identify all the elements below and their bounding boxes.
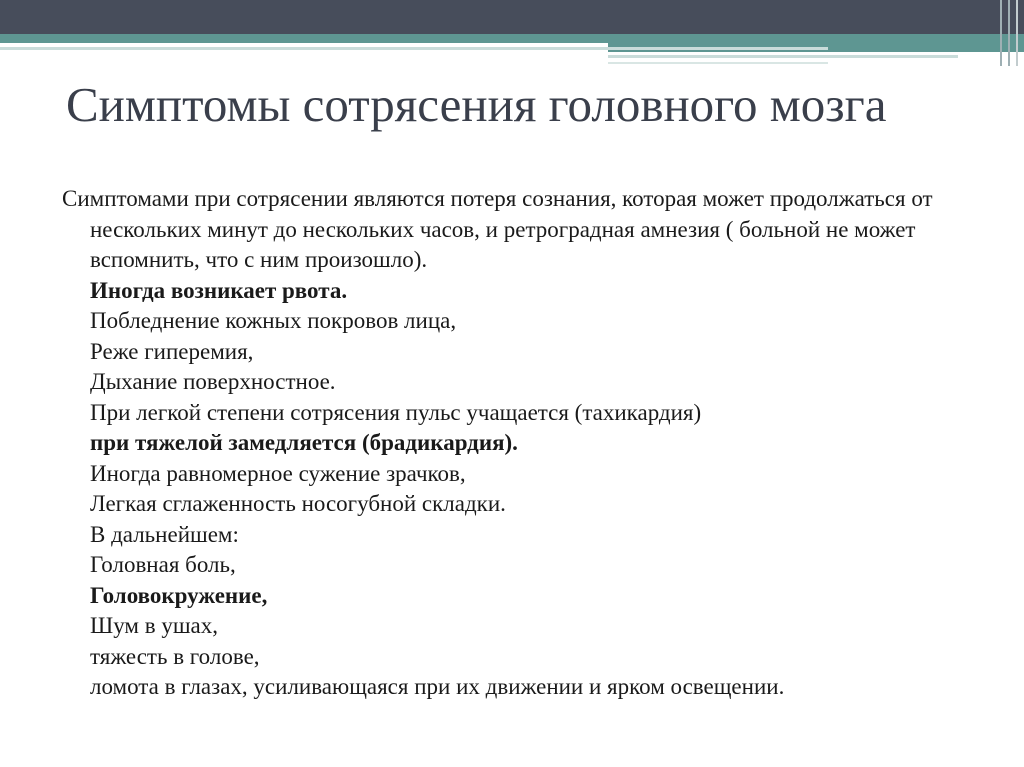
symptom-line: Головная боль,: [90, 552, 236, 577]
symptom-line: Легкая сглаженность носогубной складки.: [90, 491, 506, 516]
symptom-list: [62, 276, 962, 703]
slide-title: Симптомы сотрясения головного мозга: [66, 77, 887, 132]
intro-paragraph: Симптомами при сотрясении являются потеря сознания, которая может продолжаться от нескольких минут до нескольких часов, и ретроградная амнезия ( больной не может вспомнить, что с ним произошло).: [62, 186, 933, 272]
symptom-line: Головокружение,: [90, 582, 268, 608]
symptom-line: Шум в ушах,: [90, 613, 218, 638]
symptom-line: ломота в глазах, усиливающаяся при их движении и ярком освещении.: [90, 674, 785, 699]
header-band-teal: [0, 34, 1024, 43]
symptom-line: Иногда равномерное сужение зрачков,: [90, 460, 466, 486]
symptom-line: Иногда возникает рвота.: [90, 277, 348, 303]
header-band-thin: [0, 47, 828, 50]
slide-body: [62, 184, 962, 703]
symptom-line: при тяжелой замедляется (брадикардия).: [90, 430, 518, 455]
symptom-line: Побледнение кожных покровов лица,: [90, 308, 457, 333]
symptom-line: Дыхание поверхностное.: [90, 369, 336, 394]
symptom-line: Реже гиперемия,: [90, 338, 254, 364]
header-band-dark: [0, 0, 1024, 34]
symptom-line: тяжесть в голове,: [90, 643, 260, 669]
header-band-thin-3: [608, 62, 828, 64]
header-vertical-line: [1016, 0, 1018, 66]
symptom-line: В дальнейшем:: [90, 521, 239, 547]
header-vertical-line: [1000, 0, 1002, 66]
header-corner-bar: [986, 34, 1024, 52]
header-band-thin-2: [608, 55, 958, 58]
header-vertical-line: [1008, 0, 1010, 66]
symptom-line: При легкой степени сотрясения пульс учащается (тахикардия): [90, 399, 702, 425]
